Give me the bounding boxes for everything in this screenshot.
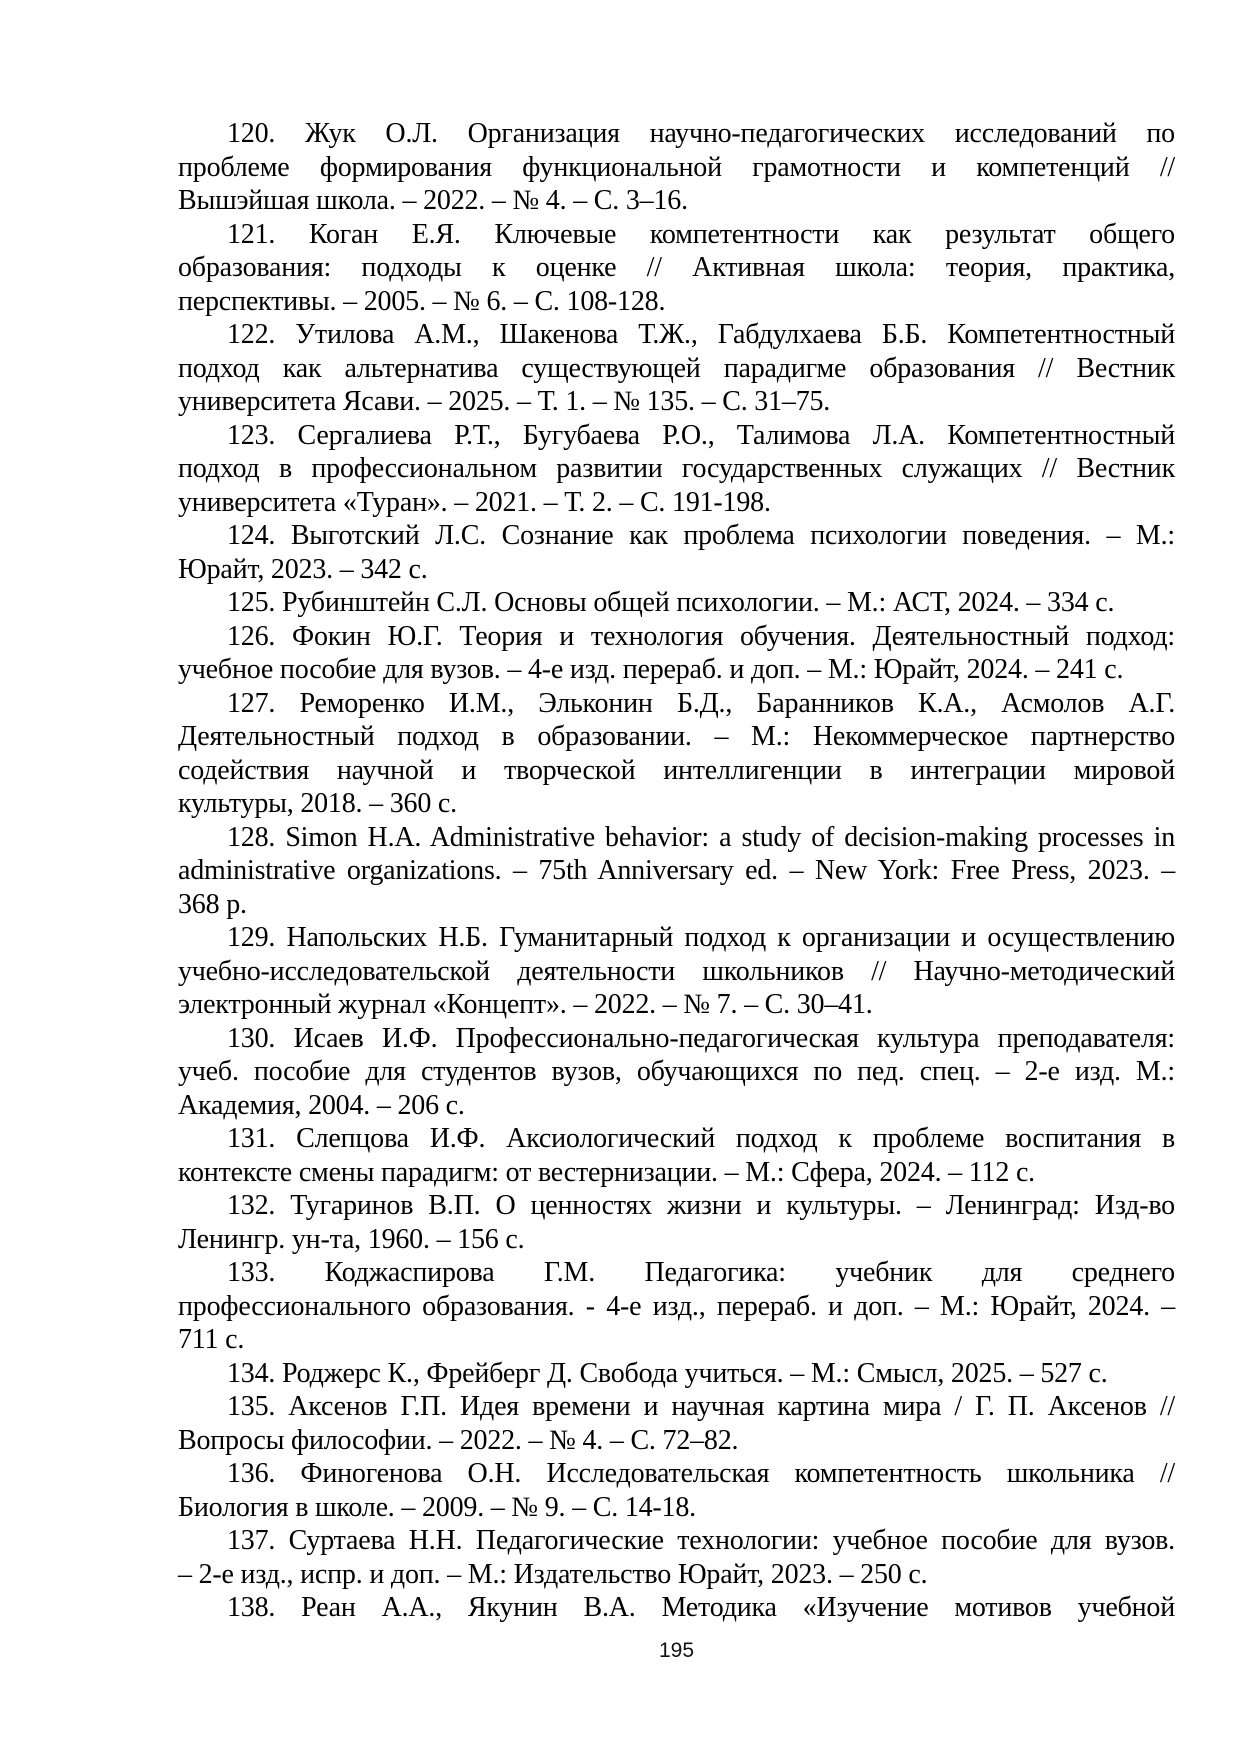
reference-line: профессионального образования. - 4-е изд., перераб. и доп. – М.: Юрайт, 2024. – — [178, 1290, 1175, 1322]
reference-line: 120. Жук О.Л. Организация научно-педагогических исследований по — [227, 118, 1175, 149]
page-number: 195 — [658, 1638, 695, 1662]
reference-line: проблеме формирования функциональной грамотности и компетенций // — [178, 151, 1175, 183]
reference-line: 136. Финогенова О.Н. Исследовательская компетентность школьника // — [227, 1458, 1175, 1489]
reference-line: Юрайт, 2023. – 342 с. — [178, 553, 428, 585]
reference-line: 130. Исаев И.Ф. Профессионально-педагогическая культура преподавателя: — [227, 1022, 1175, 1054]
reference-line: administrative organizations. – 75th Anniversary ed. – New York: Free Press, 2023. – — [178, 855, 1175, 886]
reference-line: учеб. пособие для студентов вузов, обучающихся по пед. спец. – 2-е изд. М.: — [178, 1056, 1175, 1087]
reference-line: культуры, 2018. – 360 с. — [178, 788, 457, 819]
reference-item — [178, 1524, 1175, 1591]
reference-line: 138. Реан А.А., Якунин В.А. Методика «Изучение мотивов учебной — [227, 1592, 1175, 1623]
reference-line: подход в профессиональном развитии государственных служащих // Вестник — [178, 453, 1175, 484]
reference-item — [178, 1189, 1175, 1256]
reference-line: университета Ясави. – 2025. – Т. 1. – № 135. – С. 31–75. — [178, 386, 831, 417]
reference-line: перспективы. – 2005. – № 6. – С. 108-128. — [178, 285, 666, 317]
reference-line: 128. Simon H.A. Administrative behavior: a study of decision-making processes in — [227, 821, 1175, 853]
reference-item — [178, 1357, 1175, 1391]
reference-line: электронный журнал «Концепт». – 2022. – № 7. – С. 30–41. — [178, 989, 873, 1020]
reference-line: образования: подходы к оценке // Активная школа: теория, практика, — [178, 252, 1175, 283]
reference-item — [178, 419, 1175, 520]
reference-line: 132. Тугаринов В.П. О ценностях жизни и культуры. – Ленинград: Изд-во — [227, 1190, 1175, 1221]
reference-line: подход как альтернатива существующей парадигме образования // Вестник — [178, 352, 1175, 384]
reference-line: учебное пособие для вузов. – 4-е изд. перераб. и доп. – М.: Юрайт, 2024. – 241 с. — [178, 654, 1124, 685]
reference-line: Деятельностный подход в образовании. – М.: Некоммерческое партнерство — [178, 721, 1175, 752]
reference-line: Биология в школе. – 2009. – № 9. – С. 14-18. — [178, 1491, 696, 1523]
reference-line: 711 с. — [178, 1324, 245, 1355]
reference-item — [178, 1457, 1175, 1524]
reference-line: 137. Суртаева Н.Н. Педагогические технологии: учебное пособие для вузов. — [227, 1525, 1175, 1556]
reference-line: 135. Аксенов Г.П. Идея времени и научная картина мира / Г. П. Аксенов // — [227, 1391, 1175, 1422]
reference-line: Академия, 2004. – 206 с. — [178, 1089, 465, 1121]
reference-line: 126. Фокин Ю.Г. Теория и технология обучения. Деятельностный подход: — [227, 620, 1175, 652]
reference-line: 129. Напольских Н.Б. Гуманитарный подход к организации и осуществлению — [227, 922, 1175, 953]
reference-line: 122. Утилова А.М., Шакенова Т.Ж., Габдулхаева Б.Б. Компетентностный — [227, 319, 1175, 350]
reference-item — [178, 1122, 1175, 1189]
reference-item — [178, 921, 1175, 1022]
reference-line: 124. Выготский Л.С. Сознание как проблема психологии поведения. – М.: — [227, 520, 1175, 551]
reference-line: Ленингр. ун-та, 1960. – 156 с. — [178, 1223, 525, 1255]
reference-line: 134. Роджерс К., Фрейберг Д. Свобода учиться. – М.: Смысл, 2025. – 527 с. — [227, 1357, 1108, 1389]
reference-line: Вопросы философии. – 2022. – № 4. – С. 72–82. — [178, 1424, 739, 1456]
reference-line: содействия научной и творческой интеллигенции в интеграции мировой — [178, 754, 1175, 786]
reference-line: 127. Реморенко И.М., Эльконин Б.Д., Баранников К.А., Асмолов А.Г. — [227, 687, 1175, 719]
reference-item — [178, 1390, 1175, 1457]
reference-line: контексте смены парадигм: от вестернизации. – М.: Сфера, 2024. – 112 с. — [178, 1156, 1035, 1188]
reference-line: 133. Коджаспирова Г.М. Педагогика: учебник для среднего — [227, 1257, 1175, 1288]
reference-item — [178, 586, 1175, 620]
reference-line: 121. Коган Е.Я. Ключевые компетентности как результат общего — [227, 218, 1175, 250]
reference-line: – 2-е изд., испр. и доп. – М.: Издательство Юрайт, 2023. – 250 с. — [178, 1558, 928, 1590]
reference-line: 131. Слепцова И.Ф. Аксиологический подход к проблеме воспитания в — [227, 1123, 1175, 1154]
reference-line: 123. Сергалиева Р.Т., Бугубаева Р.О., Талимова Л.А. Компетентностный — [227, 419, 1175, 451]
reference-item — [178, 218, 1175, 319]
reference-item — [178, 1256, 1175, 1357]
reference-item — [178, 1591, 1175, 1625]
reference-line: 125. Рубинштейн С.Л. Основы общей психологии. – М.: АСТ, 2024. – 334 с. — [227, 587, 1115, 618]
reference-line: университета «Туран». – 2021. – Т. 2. – С. 191-198. — [178, 486, 771, 518]
reference-item — [178, 117, 1175, 218]
reference-item — [178, 620, 1175, 687]
reference-item — [178, 318, 1175, 419]
reference-item — [178, 519, 1175, 586]
reference-line: 368 p. — [178, 888, 247, 920]
reference-line: Вышэйшая школа. – 2022. – № 4. – С. 3–16. — [178, 185, 688, 216]
reference-item — [178, 821, 1175, 922]
reference-item — [178, 1022, 1175, 1123]
reference-item — [178, 687, 1175, 821]
references-list — [178, 117, 1175, 1625]
reference-line: учебно-исследовательской деятельности школьников // Научно-методический — [178, 955, 1175, 987]
